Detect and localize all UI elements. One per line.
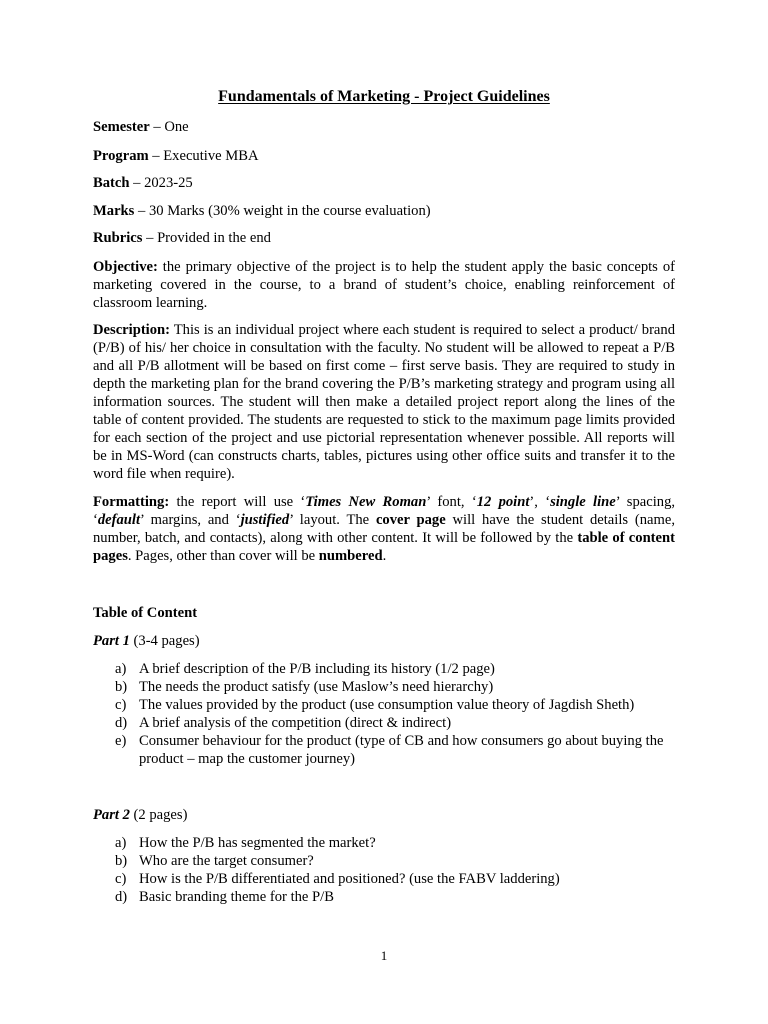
item-marker: b) xyxy=(115,679,128,695)
meta-sep: – xyxy=(149,119,165,135)
description-text: This is an individual project where each student is required to select a product/ brand (P/B) of his/ her choice in consultation with the faculty. No student will be allowed to repeat a P/B and all P/B allotment will be based on first come – first serve basis. They are required to study in depth the marketing plan for the brand covering the P/B’s marketing strategy and program using all information sources. The student will then make a detailed project report along the lines of the table of content provided. The students are requested to stick to the maximum page limits provided for each section of the project and use pictorial representation whenever possible. All reports will be in MS-Word (can constructs charts, tables, pictures using other office suits and transfer it to the word file when require). xyxy=(93,322,675,482)
part-pages: (2 pages) xyxy=(129,807,188,823)
formatting-size: 12 point xyxy=(476,494,530,510)
part-2-list xyxy=(93,834,675,906)
toc-heading: Table of Content xyxy=(93,605,198,621)
meta-label: Program xyxy=(93,148,149,164)
description-label: Description: xyxy=(93,322,171,338)
part-name: Part 1 xyxy=(93,633,130,649)
meta-sep: – xyxy=(129,175,145,191)
meta-sep: – xyxy=(142,230,158,246)
list-item xyxy=(93,696,675,714)
meta-semester xyxy=(93,118,189,136)
formatting-text: the report will use ‘ xyxy=(169,494,306,510)
objective-text: the primary objective of the project is to help the student apply the basic concepts of marketing covered in the course, to a brand of student’s choice, enabling reinforcement of classroom learning. xyxy=(93,259,675,311)
formatting-text: ’ margins, and ‘ xyxy=(140,512,241,528)
item-marker: e) xyxy=(115,733,127,749)
description-paragraph xyxy=(93,321,675,483)
formatting-text: ’ font, ‘ xyxy=(426,494,477,510)
objective-paragraph xyxy=(93,258,675,312)
meta-value: 2023-25 xyxy=(144,175,193,191)
meta-value: Executive MBA xyxy=(163,148,259,164)
item-marker: a) xyxy=(115,835,127,851)
meta-rubrics xyxy=(93,229,271,247)
list-item xyxy=(93,834,675,852)
list-item xyxy=(93,678,675,696)
formatting-toc: table of content pages xyxy=(93,530,675,564)
formatting-numbered: numbered xyxy=(318,548,383,564)
item-marker: c) xyxy=(115,697,127,713)
document-page xyxy=(93,0,675,1024)
item-marker: d) xyxy=(115,715,128,731)
formatting-font: Times New Roman xyxy=(305,494,427,510)
meta-batch xyxy=(93,174,193,192)
formatting-text: ’, ‘ xyxy=(529,494,551,510)
list-item xyxy=(93,660,675,678)
page-number: 1 xyxy=(380,948,388,963)
part-1-list xyxy=(93,660,675,768)
item-text: A brief description of the P/B including its history (1/2 page) xyxy=(139,661,495,677)
item-marker: b) xyxy=(115,853,128,869)
formatting-label: Formatting: xyxy=(93,494,170,510)
item-marker: d) xyxy=(115,889,128,905)
part-1-heading xyxy=(93,632,200,650)
part-name: Part 2 xyxy=(93,807,130,823)
formatting-cover: cover page xyxy=(375,512,446,528)
list-item xyxy=(93,888,675,906)
formatting-paragraph xyxy=(93,493,675,565)
list-item xyxy=(93,714,675,732)
item-text: The needs the product satisfy (use Maslow’s need hierarchy) xyxy=(139,679,494,695)
item-text: A brief analysis of the competition (direct & indirect) xyxy=(139,715,452,731)
list-item xyxy=(93,870,675,888)
item-text: Basic branding theme for the P/B xyxy=(139,889,334,905)
formatting-spacing: single line xyxy=(550,494,616,510)
formatting-text: ’ layout. The xyxy=(289,512,376,528)
part-2-heading xyxy=(93,806,187,824)
list-item xyxy=(93,852,675,870)
item-text: Consumer behaviour for the product (type of CB and how consumers go about buying the product – map the customer journey) xyxy=(139,733,664,767)
formatting-margins: default xyxy=(97,512,141,528)
item-text: Who are the target consumer? xyxy=(139,853,314,869)
meta-label: Marks xyxy=(93,203,135,219)
item-text: How the P/B has segmented the market? xyxy=(139,835,376,851)
meta-program xyxy=(93,147,259,165)
formatting-text: . Pages, other than cover will be xyxy=(127,548,319,564)
meta-value: One xyxy=(164,119,189,135)
formatting-text: ’ spacing, ‘ xyxy=(93,494,676,528)
item-text: How is the P/B differentiated and positioned? (use the FABV laddering) xyxy=(139,871,560,887)
item-marker: a) xyxy=(115,661,127,677)
meta-value: Provided in the end xyxy=(157,230,271,246)
meta-value: 30 Marks (30% weight in the course evaluation) xyxy=(148,203,431,219)
list-item xyxy=(93,732,675,768)
document-title: Fundamentals of Marketing - Project Guidelines xyxy=(218,88,550,105)
formatting-text: . xyxy=(382,548,387,564)
part-pages: (3-4 pages) xyxy=(129,633,200,649)
meta-sep: – xyxy=(148,148,164,164)
item-text: The values provided by the product (use consumption value theory of Jagdish Sheth) xyxy=(139,697,635,713)
item-marker: c) xyxy=(115,871,127,887)
meta-label: Semester xyxy=(93,119,150,135)
formatting-text: will have the student details (name, number, batch, and contacts), along with other content. It will be followed by the xyxy=(93,512,675,546)
formatting-layout: justified xyxy=(240,512,290,528)
meta-label: Rubrics xyxy=(93,230,143,246)
meta-marks xyxy=(93,202,431,220)
meta-label: Batch xyxy=(93,175,130,191)
meta-sep: – xyxy=(134,203,149,219)
objective-label: Objective: xyxy=(93,259,158,275)
